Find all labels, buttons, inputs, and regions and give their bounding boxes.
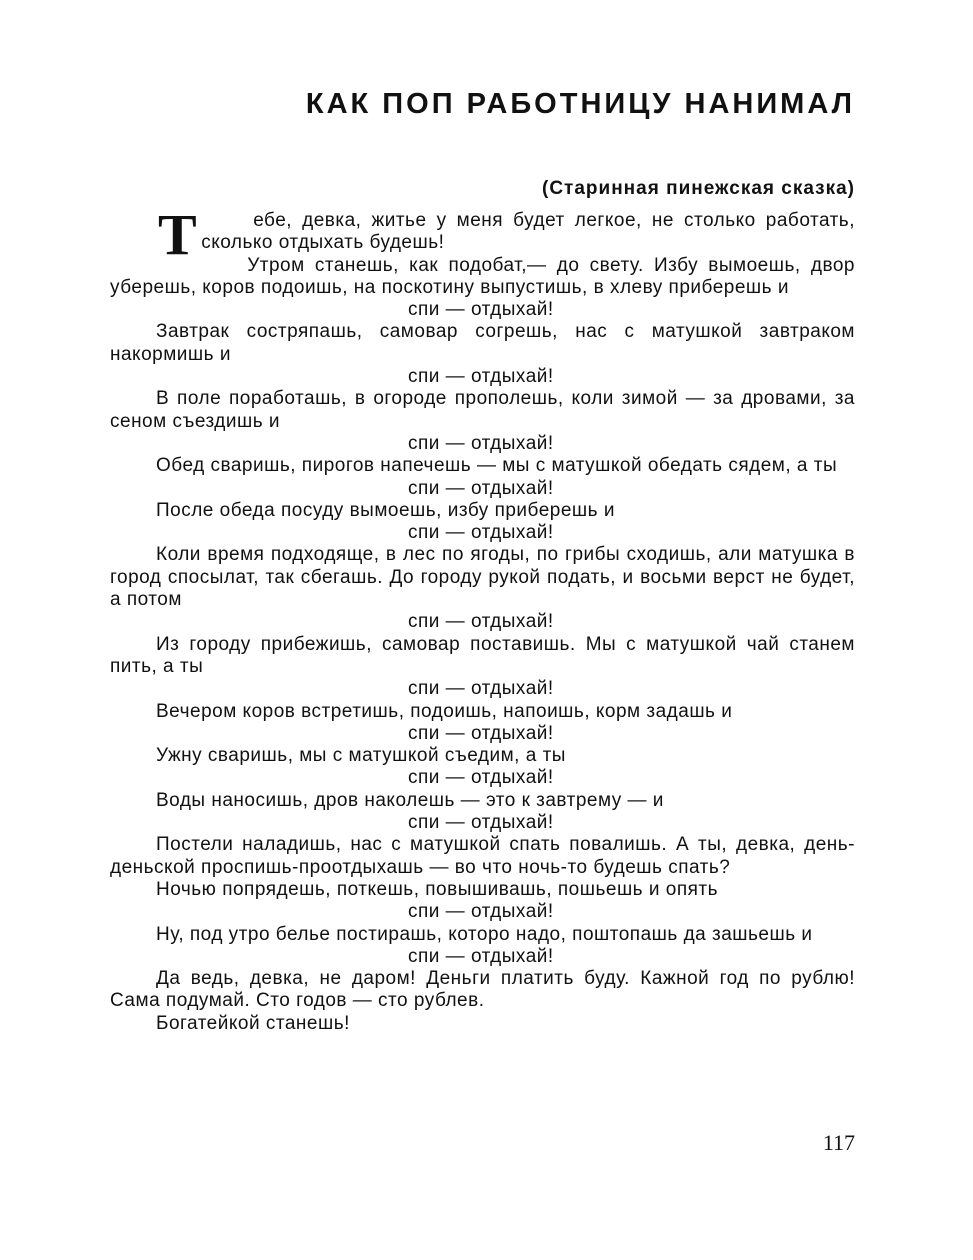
paragraph-text: В поле поработашь, в огороде прополешь, коли зимой — за дровами, за сеном съездишь и xyxy=(110,388,855,432)
paragraph xyxy=(110,745,855,790)
paragraph xyxy=(110,879,855,924)
page-number: 117 xyxy=(822,1130,855,1155)
paragraph-text: Обед сваришь, пирогов напечешь — мы с матушкой обедать сядем, а ты xyxy=(156,455,838,477)
refrain: спи — отдыхай! xyxy=(408,611,554,633)
refrain: спи — отдыхай! xyxy=(408,678,554,700)
refrain: спи — отдыхай! xyxy=(408,722,554,744)
paragraph xyxy=(110,701,855,746)
paragraph-text: Богатейкой станешь! xyxy=(156,1012,350,1034)
paragraph xyxy=(110,634,855,701)
story-subtitle: (Старинная пинежская сказка) xyxy=(542,178,855,199)
paragraph xyxy=(110,834,855,879)
refrain: спи — отдыхай! xyxy=(408,432,554,454)
refrain: спи — отдыхай! xyxy=(408,945,554,967)
paragraph xyxy=(110,790,855,835)
refrain: спи — отдыхай! xyxy=(408,477,554,499)
refrain: спи — отдыхай! xyxy=(408,812,554,834)
paragraph xyxy=(110,544,855,633)
refrain: спи — отдыхай! xyxy=(408,767,554,789)
paragraph-text: Из городу прибежишь, самовар поставишь. Мы с матушкой чай станем пить, а ты xyxy=(110,633,855,677)
paragraph xyxy=(110,455,855,500)
paragraph xyxy=(110,321,855,388)
paragraph-text: Воды наносишь, дров наколешь — это к завтрему — и xyxy=(156,789,664,811)
paragraph xyxy=(110,968,855,1013)
paragraph-text: После обеда посуду вымоешь, избу приберешь и xyxy=(156,499,615,521)
paragraph xyxy=(110,1013,855,1035)
refrain: спи — отдыхай! xyxy=(408,522,554,544)
paragraph-text: Постели наладишь, нас с матушкой спать повалишь. А ты, девка, день-деньской проспишь-проотдыхашь — во что ночь-то будешь спать? xyxy=(110,834,855,878)
paragraph-text: Вечером коров встретишь, подоишь, напоишь, корм задашь и xyxy=(156,700,733,722)
drop-cap: Т xyxy=(158,202,198,267)
paragraph xyxy=(110,255,855,322)
paragraph-text: Ужну сваришь, мы с матушкой съедим, а ты xyxy=(156,745,566,767)
paragraph-text: Да ведь, девка, не даром! Деньги платить буду. Кажной год по рублю! Сама подумай. Сто годов — сто рублев. xyxy=(110,968,855,1012)
refrain: спи — отдыхай! xyxy=(408,901,554,923)
paragraph xyxy=(110,388,855,455)
paragraph-text: ебе, девка, житье у меня будет легкое, не столько работать, сколько отдыхать будешь! xyxy=(201,210,855,254)
paragraph xyxy=(110,924,855,969)
paragraph xyxy=(110,500,855,545)
refrain: спи — отдыхай! xyxy=(408,366,554,388)
story-title: КАК ПОП РАБОТНИЦУ НАНИМАЛ xyxy=(305,88,855,120)
paragraph-text: Коли время подходяще, в лес по ягоды, по грибы сходишь, али матушка в город спосылат, так сбегашь. До городу рукой подать, и восьми верст не будет, а потом xyxy=(110,544,855,611)
paragraph-text: Ну, под утро белье постирашь, которо надо, поштопашь да зашьешь и xyxy=(156,923,813,945)
paragraph-text: Завтрак состряпашь, самовар согрешь, нас с матушкой завтраком накормишь и xyxy=(110,321,855,365)
paragraph xyxy=(110,202,855,267)
story-text xyxy=(110,204,855,1035)
paragraph-text: Утром станешь, как подобат,— до свету. Избу вымоешь, двор уберешь, коров подоишь, на поскотину выпустишь, в хлеву приберешь и xyxy=(110,254,855,298)
refrain: спи — отдыхай! xyxy=(408,299,554,321)
paragraph-text: Ночью попрядешь, поткешь, повышивашь, пошьешь и опять xyxy=(156,878,718,900)
